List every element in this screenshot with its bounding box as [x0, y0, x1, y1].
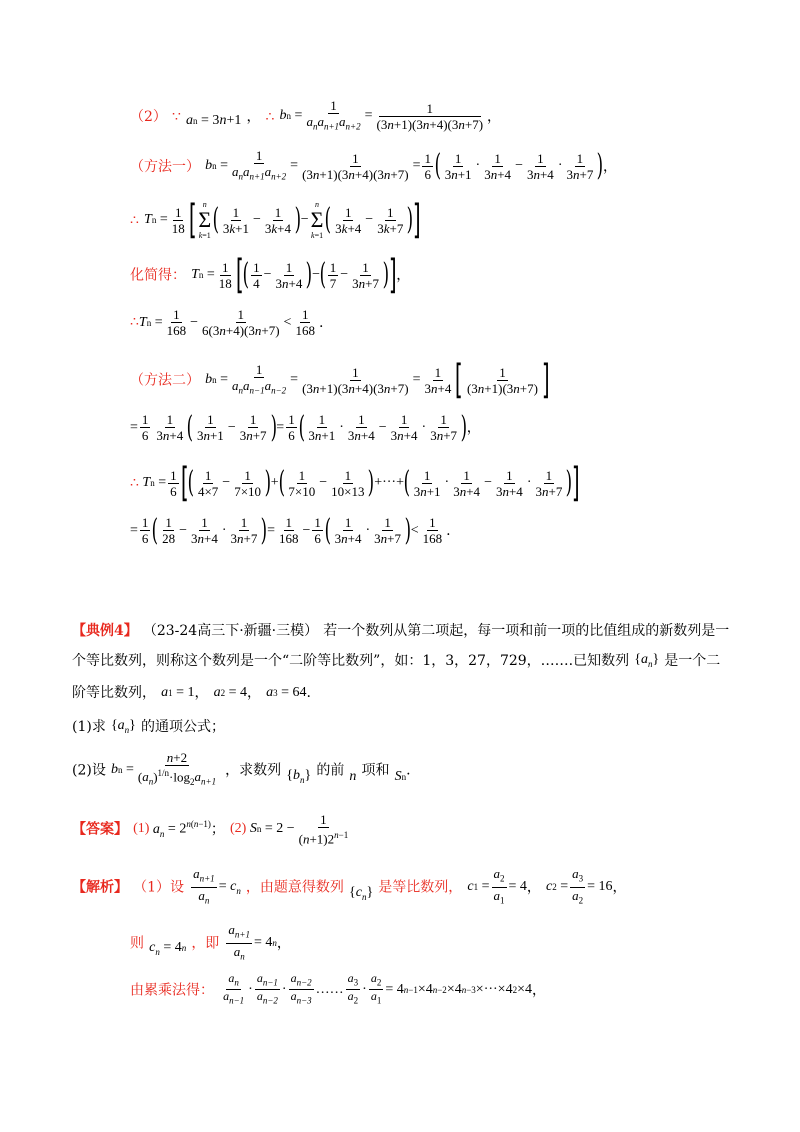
method2-line2: = $\frac{1}{6}$ $\frac{1}{3n+4}$ ( $\frac{1}{3n+1}$ − $\frac{1}{3n+7}$ ) = $\frac{1}{6}$ ( $\frac{1}{3n+1}$ · $\frac{1}{3n+4}$ − $\frac{1}{3n+4}$ · $\frac{1}{3n+7}$ ) ， — [130, 409, 481, 445]
seq-bn: { $b_n$ } — [286, 767, 312, 785]
example-tag: 【典例4】 — [72, 623, 138, 639]
method1-bn-split: b n = $\frac{1}{a_na_{n+1}a_{n+2}}$ = $\frac{1}{(3n+1)(3n+4)(3n+7)}$ = $\frac{1}{6}$ ( $\frac{1}{3n+1}$ · $\frac{1}{3n+4}$ − $\frac{1}{3n+4}$ · $\frac{1}{3n+7}$ ) — [205, 148, 604, 184]
method2-line3 — [130, 460, 580, 506]
method2-tn: ∴ T n = $\frac{1}{6}$ [ ( $\frac{1}{4\times 7}$ − $\frac{1}{7\times 10}$ ) + ( $\frac{1}{7\times 10}$ − $\frac{1}{10\times 13}$ ) +···+ ( $\frac{1}{3n+1}$ · $\frac{1}{3n+4}$ − $\frac{1}{3n+4}$ · $\frac{1}{3n+7}$ ) ] — [130, 460, 580, 506]
method1-simplified: T n = $\frac{1}{18}$ [ ( $\frac{1}{4}$ − $\frac{1}{3n+4}$ ) − ( $\frac{1}{7}$ − $\frac{1}{3n+7}$ ) ] — [191, 252, 397, 298]
question-1: (1)求 { $a_n$ } 的通项公式； — [72, 718, 225, 735]
c2-value: c 2 = $\frac{a_3}{a_2}$ = 16 — [546, 866, 613, 906]
example-stem-3a: 阶等比数列， — [72, 685, 156, 701]
method2-line1 — [130, 357, 550, 403]
example-stem-2a: 个等比数列，则称这个数列是一个“二阶等比数列”，如：1，3，27，729，…… — [72, 653, 569, 669]
example4-line2 — [72, 650, 720, 670]
therefore-symbol: ∴ — [265, 108, 275, 125]
analysis-tag: 【解析】 — [72, 879, 128, 896]
example-stem-2c: 是一个二 — [664, 653, 721, 669]
method1-line3: 化简得： T n = $\frac{1}{18}$ [ ( $\frac{1}{4}$ − $\frac{1}{3n+4}$ ) − ( $\frac{1}{7}$ − $\frac{1}{3n+7}$ ) ] ， — [130, 252, 411, 298]
seq-an: { $a_n$ } — [634, 652, 660, 669]
ratio-value: $\frac{a_{n+1}}{a_n}$ = 4 n — [228, 922, 277, 962]
method2-bn: b n = $\frac{1}{a_na_{n-1}a_{n-2}}$ = $\frac{1}{(3n+1)(3n+4)(3n+7)}$ = $\frac{1}{3n+4}$ [ $\frac{1}{(3n+1)(3n+7)}$ ] — [205, 357, 550, 403]
cumulative-product: $\frac{a_n}{a_{n-1}}$ · $\frac{a_{n-1}}{a_{n-2}}$ · $\frac{a_{n-2}}{a_{n-3}}$ …… $\frac{a_3}{a_2}$ · $\frac{a_2}{a_1}$ = 4 n−1 ×4 n−2 ×4 n−3 ×···×4 2 ×4 — [223, 971, 532, 1006]
a1-value: a 1 = 1 — [161, 684, 195, 700]
example-stem-1: 若一个数列从第二项起，每一项和前一项的比值组成的新数列是一 — [323, 623, 730, 639]
part2-line: （2） ∵ a n = 3 n +1 ， ∴ b n = $\frac{1}{a_na_{n+1}a_{n+2}}$ = $\frac{1}{(3n+1)(3n+4)(3n+7)}$ ， — [130, 98, 501, 135]
an-formula: a n = 3 n +1 — [186, 113, 242, 129]
method2-line4: = $\frac{1}{6}$ ( $\frac{1}{28}$ − $\frac{1}{3n+4}$ · $\frac{1}{3n+7}$ ) = $\frac{1}{168}$ − $\frac{1}{6}$ ( $\frac{1}{3n+4}$ · $\frac{1}{3n+7}$ ) < $\frac{1}{168}$ . — [130, 512, 451, 548]
a2-value: a 2 = 4 — [213, 684, 247, 700]
method1-line1: （方法一） b n = $\frac{1}{a_na_{n+1}a_{n+2}}$ = $\frac{1}{(3n+1)(3n+4)(3n+7)}$ = $\frac{1}{6}$ ( $\frac{1}{3n+1}$ · $\frac{1}{3n+4}$ − $\frac{1}{3n+4}$ · $\frac{1}{3n+7}$ ) ， — [130, 148, 618, 184]
example-source: （23-24高三下·新疆·三模） — [142, 623, 319, 639]
analysis-line3: 由累乘法得： $\frac{a_n}{a_{n-1}}$ · $\frac{a_{n-1}}{a_{n-2}}$ · $\frac{a_{n-2}}{a_{n-3}}$ …… $\frac{a_3}{a_2}$ · $\frac{a_2}{a_1}$ = 4 n−1 ×4 n−2 ×4 n−3 ×···×4 2 ×4， — [130, 971, 546, 1006]
method2-result: = $\frac{1}{6}$ ( $\frac{1}{28}$ − $\frac{1}{3n+4}$ · $\frac{1}{3n+7}$ ) = $\frac{1}{168}$ − $\frac{1}{6}$ ( $\frac{1}{3n+4}$ · $\frac{1}{3n+7}$ ) < $\frac{1}{168}$ — [130, 512, 443, 548]
method2-split: = $\frac{1}{6}$ $\frac{1}{3n+4}$ ( $\frac{1}{3n+1}$ − $\frac{1}{3n+7}$ ) = $\frac{1}{6}$ ( $\frac{1}{3n+1}$ · $\frac{1}{3n+4}$ − $\frac{1}{3n+4}$ · $\frac{1}{3n+7}$ ) — [130, 409, 468, 445]
bn-formula: b n = $\frac{1}{a_na_{n+1}a_{n+2}}$ = $\frac{1}{(3n+1)(3n+4)(3n+7)}$ — [279, 98, 484, 132]
answer-1: (1) $a_n = 2^{n(n-1)}$ — [133, 819, 211, 839]
answer-line: 【答案】 (1) $a_n = 2^{n(n-1)}$ ； (2) S n = 2 − $\frac{1}{(n+1)2^{n-1}}$ — [72, 812, 352, 846]
a3-value: a 3 = 64 — [266, 684, 307, 700]
because-symbol: ∵ — [172, 108, 181, 125]
answer-tag: 【答案】 — [72, 821, 128, 838]
answer-2: (2) S n = 2 − $\frac{1}{(n+1)2^{n-1}}$ — [230, 812, 349, 847]
example4-line3: 阶等比数列， a 1 = 1， a 2 = 4， a 3 = 64. — [72, 684, 311, 701]
c1-value: c 1 = $\frac{a_2}{a_1}$ = 4 — [467, 866, 527, 906]
method1-result: ∴ T n = $\frac{1}{168}$ − $\frac{1}{6(3n+4)(3n+7)}$ < $\frac{1}{168}$ — [130, 307, 315, 338]
part-label: （2） — [130, 108, 167, 125]
seq-cn: { $c_n$ } — [349, 884, 374, 902]
method1-tn-sum: T n = $\frac{1}{18}$ [ n Σ k=1 ( $\frac{1}{3k+1}$ − $\frac{1}{3k+4}$ ) − n Σ k=1 ( $\frac{1}{3k+4}$ − $\frac{1}{3k+7}$ ) ] — [144, 197, 421, 243]
method1-label: （方法一） — [130, 158, 200, 175]
method1-line2: ∴ T n = $\frac{1}{18}$ [ n Σ k=1 ( $\frac{1}{3k+1}$ − $\frac{1}{3k+4}$ ) − n Σ k=1 ( $\frac{1}{3k+4}$ − $\frac{1}{3k+7}$ ) ] — [130, 197, 421, 243]
cn-definition: $\frac{a_{n+1}}{a_n}$ = $c_n$ — [193, 866, 241, 906]
example4-line1 — [72, 620, 729, 640]
question-2: (2)设 b n = $\frac{n+2}{(a_n)^{1/n}\cdot\log_2a_{n+1}}$ ，求数列 { $b_n$ } 的前 n 项和 S n . — [72, 750, 411, 790]
bn-definition: b n = $\frac{n+2}{(a_n)^{1/n}\cdot\log_2a_{n+1}}$ — [110, 750, 217, 787]
sn-var: S n — [394, 768, 407, 784]
cn-value: $c_n$ = 4 n — [149, 939, 187, 957]
seq-an-q1: { $a_n$ } — [110, 718, 136, 735]
method2-label: （方法二） — [130, 372, 200, 389]
example-stem-2b: .已知数列 — [568, 653, 630, 669]
method1-line4: ∴ T n = $\frac{1}{168}$ − $\frac{1}{6(3n+4)(3n+7)}$ < $\frac{1}{168}$ . — [130, 307, 324, 338]
analysis-line1: 【解析】 （1）设 $\frac{a_{n+1}}{a_n}$ = $c_n$ ，由题意得数列 { $c_n$ } 是等比数列， c 1 = $\frac{a_2}{a_1}$ = 4， c 2 = $\frac{a_3}{a_2}$ = 16， — [72, 866, 627, 908]
n-var: n — [349, 768, 357, 784]
simplify-label: 化简得： — [130, 267, 186, 284]
analysis-line2: 则 $c_n$ = 4 n ，即 $\frac{a_{n+1}}{a_n}$ = 4 n ， — [130, 922, 291, 964]
